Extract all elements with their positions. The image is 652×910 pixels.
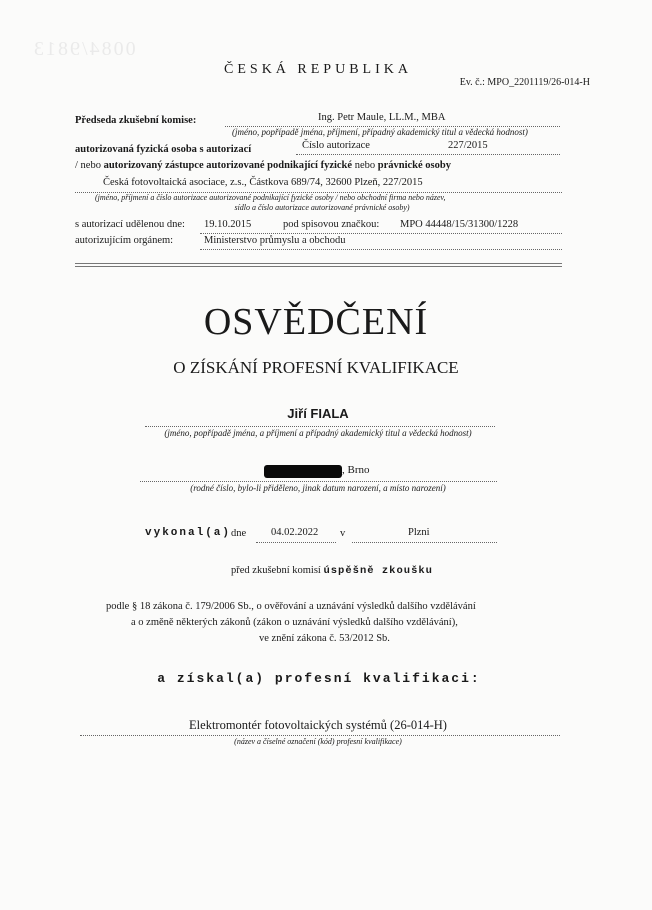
holder-note: (jméno, popřípadě jména, a příjmení a případný akademický titul a vědecká hodnost) <box>164 428 472 438</box>
rep-prefix: / nebo <box>75 160 104 171</box>
qualification-note: (název a číselné označení (kód) profesní kvalifikace) <box>234 737 402 746</box>
certificate-title: OSVĚDČENÍ <box>203 301 429 343</box>
rep-bold-1: autorizovaný zástupce autorizované podnikající fyzické <box>103 160 353 171</box>
passed-text: úspěšně zkoušku <box>323 565 433 577</box>
chair-label: Předseda zkušební komise: <box>75 115 197 126</box>
auth-underline <box>296 154 560 155</box>
ev-number: Ev. č.: MPO_2201119/26-014-H <box>459 77 590 88</box>
qualification-underline <box>80 735 560 736</box>
law-line-1: podle § 18 zákona č. 179/2006 Sb., o ověřování a uznávání výsledků dalšího vzdělávání <box>106 601 476 612</box>
file-number: MPO 44448/15/31300/1228 <box>400 219 519 230</box>
authority: Ministerstvo průmyslu a obchodu <box>204 235 346 246</box>
exam-place: Plzni <box>408 527 430 538</box>
redacted-birth-number <box>264 465 342 478</box>
qualification-name: Elektromontér fotovoltaických systémů (26-014-H) <box>189 718 447 732</box>
before-text: před zkušební komisí <box>231 565 321 576</box>
org-note-1: (jméno, příjmení a číslo autorizace autorizované podnikající fyzické osoby / nebo obchodní firma nebo název, <box>95 193 446 202</box>
rep-bold-2: právnické osoby <box>377 160 451 171</box>
holder-name: Jiří FIALA <box>287 406 349 421</box>
birth-note: (rodné číslo, bylo-li přiděleno, jinak datum narození, a místo narození) <box>190 483 446 493</box>
organization-line: Česká fotovoltaická asociace, z.s., Částkova 689/74, 32600 Plzeň, 227/2015 <box>103 177 423 188</box>
watermark-code: 0084/9813 <box>32 38 136 60</box>
certificate-subtitle: O ZÍSKÁNÍ PROFESNÍ KVALIFIKACE <box>173 358 459 377</box>
auth-number-label: Číslo autorizace <box>302 140 370 151</box>
authority-label: autorizujícím orgánem: <box>75 235 174 246</box>
performed-label: vykonal(a) <box>145 527 232 539</box>
law-line-2: a o změně některých zákonů (zákon o uznávání výsledků dalšího vzdělávání), <box>131 617 458 628</box>
date-underline <box>256 542 336 543</box>
file-label: pod spisovou značkou: <box>283 219 380 230</box>
chair-note: (jméno, popřípadě jména, příjmení, případný akademický titul a vědecká hodnost) <box>232 127 528 137</box>
place-underline <box>352 542 497 543</box>
before-committee <box>231 565 433 577</box>
auth-number: 227/2015 <box>448 140 488 151</box>
date-label: dne <box>231 528 247 539</box>
auth-person-label: autorizovaná fyzická osoba s autorizací <box>75 144 252 155</box>
granted-date: 19.10.2015 <box>204 219 252 230</box>
divider-2 <box>75 266 562 267</box>
obtained-heading: a získal(a) profesní kvalifikaci: <box>157 671 481 686</box>
granted-label: s autorizací udělenou dne: <box>75 219 185 230</box>
birth-underline <box>140 481 497 482</box>
law-line-3: ve znění zákona č. 53/2012 Sb. <box>259 633 390 644</box>
in-label: v <box>340 528 346 539</box>
divider-1 <box>75 263 562 264</box>
birth-place: , Brno <box>342 464 370 476</box>
exam-date: 04.02.2022 <box>271 527 319 538</box>
representative-line <box>75 160 451 171</box>
granted-underline <box>200 233 562 234</box>
country-heading: ČESKÁ REPUBLIKA <box>224 62 412 77</box>
holder-underline <box>145 426 495 427</box>
authority-underline <box>200 249 562 250</box>
org-note-2: sídlo a číslo autorizace autorizované právnické osoby) <box>234 203 410 212</box>
rep-mid: nebo <box>352 160 378 171</box>
chair-name: Ing. Petr Maule, LL.M., MBA <box>318 112 446 123</box>
